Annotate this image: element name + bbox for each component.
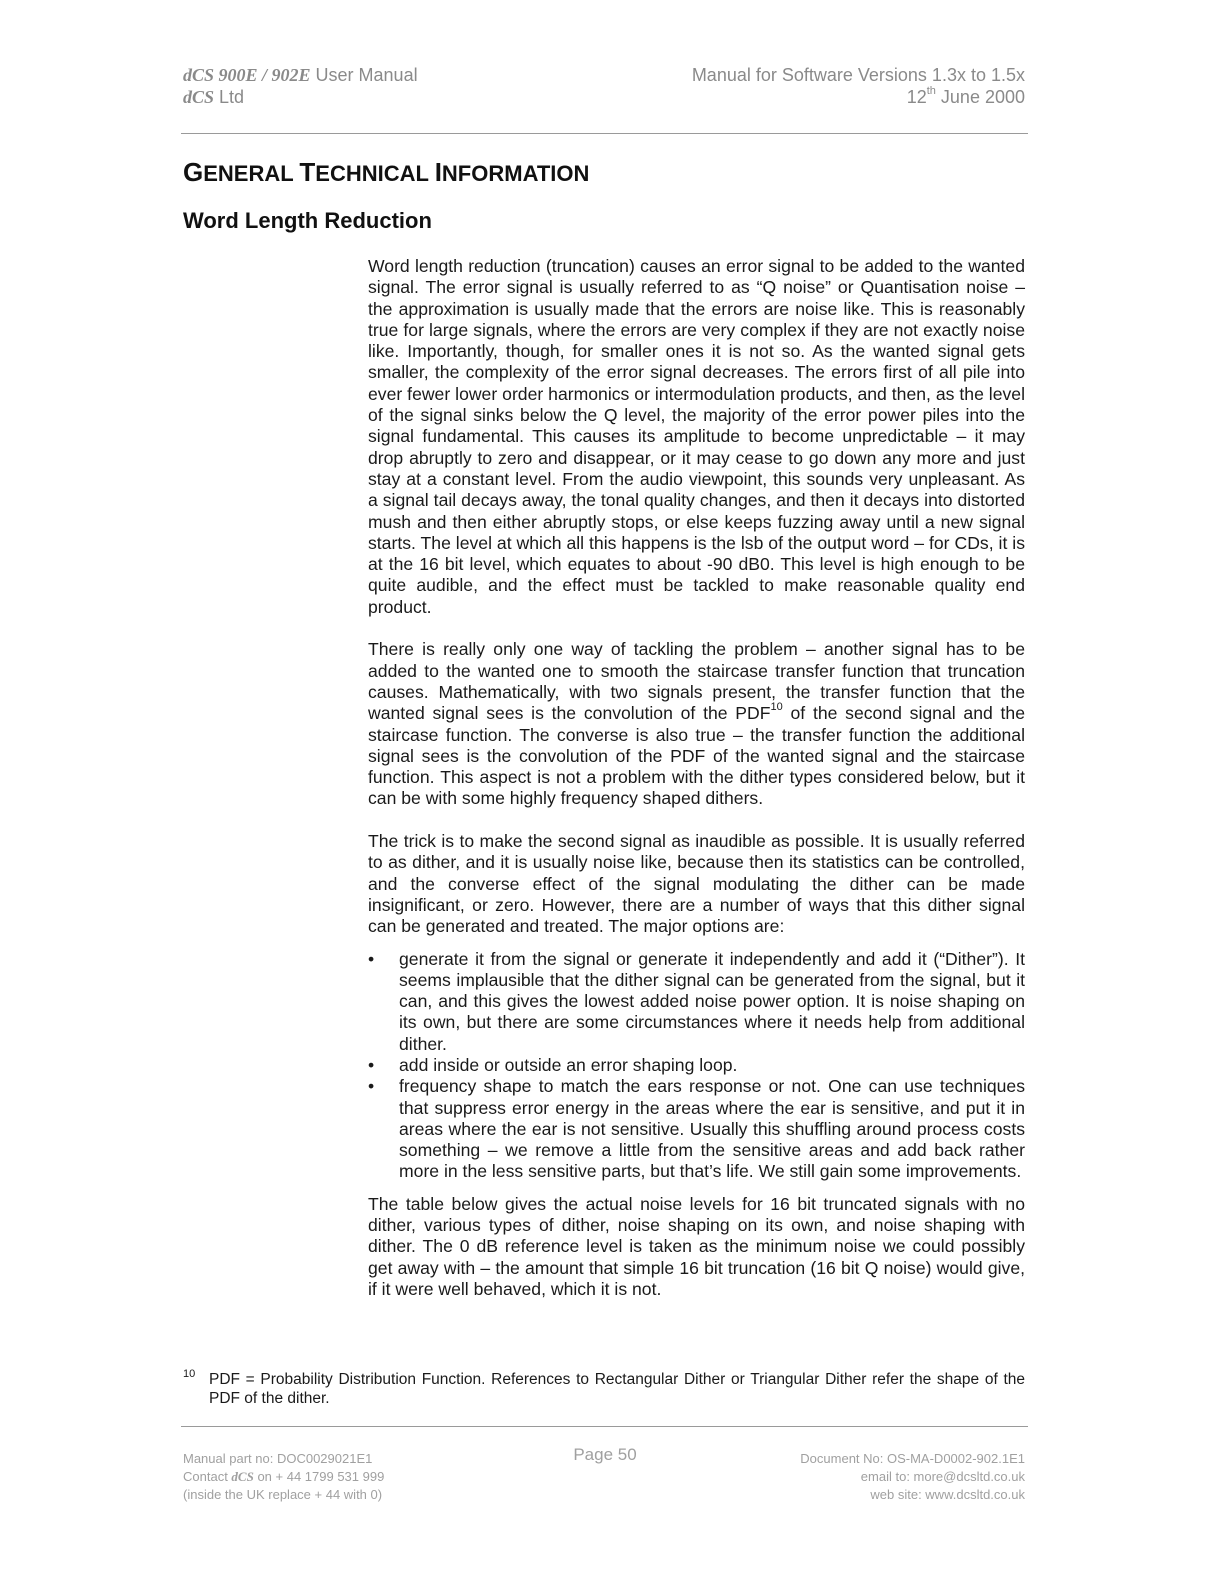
footnote-ref[interactable]: 10	[770, 701, 783, 714]
footer-left	[183, 1450, 384, 1504]
contact-brand: dCS	[231, 1469, 254, 1484]
section-title	[183, 157, 589, 188]
list-item-text: frequency shape to match the ears response or not. One can use techniques that suppress error energy in the areas where the ear is sensitive, and put it in areas where the ear is not sensitive. Usually this shuffling around process costs something – we remove a little from the sensitive areas and add back rather more in the less sensitive parts, but that’s life. We still gain some improvements.	[399, 1076, 1025, 1182]
paragraph-dither-intro	[368, 639, 1025, 809]
bullet: •	[368, 948, 375, 969]
body-text	[368, 256, 1025, 1322]
product-model: dCS 900E / 902E	[183, 65, 311, 85]
footnote-number: 10	[183, 1368, 196, 1380]
uk-dialing-note: (inside the UK replace + 44 with 0)	[183, 1487, 383, 1502]
title-cap-i: I	[434, 157, 442, 187]
company-name	[183, 86, 418, 108]
header-left	[183, 64, 418, 108]
document-number: Document No: OS-MA-D0002-902.1E1	[800, 1451, 1025, 1466]
list-item-text: generate it from the signal or generate it independently and add it (“Dither”). It seems implausible that the dither signal can be generated from the signal, but it can, and this gives the lowest added noise power option. It is noise shaping on its own, but there are some circumstances where it needs help from additional dither.	[399, 948, 1025, 1054]
email-link[interactable]: email to: more@dcsltd.co.uk	[860, 1469, 1025, 1484]
title-word-information: NFORMATION	[441, 161, 590, 186]
list-item	[368, 1076, 1025, 1182]
footer-right	[800, 1450, 1025, 1504]
company-suffix: Ltd	[214, 87, 245, 107]
date-month-year: June 2000	[935, 87, 1025, 107]
options-list	[368, 949, 1025, 1183]
date-ordinal: th	[926, 85, 936, 97]
paragraph-dither-intro-a: There is really only one way of tackling the problem – another signal has to be added to the wanted one to smooth the staircase transfer function that truncation causes. Mathematically, with two signals present, the transfer function that the wanted signal sees is the convolution of the PDF	[368, 639, 1025, 724]
date-day: 12	[906, 87, 927, 107]
part-number: Manual part no: DOC0029021E1	[183, 1451, 373, 1466]
title-word-general: ENERAL	[203, 161, 300, 186]
paragraph-trick: The trick is to make the second signal as inaudible as possible. It is usually referred to as dither, and it is usually noise like, because then its statistics can be controlled, and the converse effect of the signal modulating the dither can be made insignificant, or zero. However, there are a number of ways that this dither signal can be generated and treated. The major options are:	[368, 831, 1025, 937]
footnote	[183, 1370, 1025, 1408]
subsection-title: Word Length Reduction	[183, 208, 432, 233]
footnote-text: PDF = Probability Distribution Function. References to Rectangular Dither or Triangular Dither refer the shape of the PDF of the dither.	[209, 1371, 1025, 1407]
paragraph-dither-intro-b: of the second signal and the staircase function. The converse is also true – the transfer function the additional signal sees is the convolution of the PDF of the wanted signal and the staircase function. This aspect is not a problem with the dither types considered below, but it can be with some highly frequency shaped dithers.	[368, 703, 1025, 809]
list-item	[368, 949, 1025, 1055]
bullet: •	[368, 1054, 375, 1075]
header-right	[692, 64, 1025, 108]
contact-prefix: Contact	[183, 1469, 232, 1484]
contact-phone: on + 44 1799 531 999	[253, 1469, 385, 1484]
bullet: •	[368, 1076, 375, 1097]
header-divider	[181, 133, 1028, 134]
title-word-technical: ECHNICAL	[315, 161, 435, 186]
paragraph-truncation: Word length reduction (truncation) causes an error signal to be added to the wanted signal. The error signal is usually referred to as “Q noise” or Quantisation noise – the approximation is usually made that the errors are noise like. This is reasonably true for large signals, where the errors are very complex if they are not exactly noise like. Importantly, though, for smaller ones it is not so. As the wanted signal gets smaller, the complexity of the error signal decreases. The errors first of all pile into ever fewer lower order harmonics or intermodulation products, and then, as the level of the signal sinks below the Q level, the majority of the error power piles into the signal fundamental. This causes its amplitude to become unpredictable – it may drop abruptly to zero and disappear, or it may cease to go down any more and just stay at a constant level. From the audio viewpoint, this sounds very unpleasant. As a signal tail decays away, the tonal quality changes, and then it decays into distorted mush and then either abruptly stops, or else keeps fuzzing away until a new signal starts. The level at which all this happens is the lsb of the output word – for CDs, it is at the 16 bit level, which equates to about -90 dB0. This level is high enough to be quite audible, and the effect must be tackled to make reasonable quality end product.	[368, 256, 1025, 617]
title-cap-g: G	[183, 157, 204, 187]
software-versions: Manual for Software Versions 1.3x to 1.5x	[691, 65, 1025, 85]
website-link[interactable]: web site: www.dcsltd.co.uk	[870, 1487, 1025, 1502]
contact-line	[183, 1468, 384, 1486]
list-item-text: add inside or outside an error shaping loop.	[399, 1054, 738, 1075]
page-number: Page 50	[573, 1445, 637, 1464]
title-cap-t: T	[299, 157, 316, 187]
company-brand: dCS	[183, 87, 215, 107]
footer-divider	[181, 1426, 1028, 1427]
list-item	[368, 1055, 1025, 1076]
paragraph-table-intro: The table below gives the actual noise levels for 16 bit truncated signals with no dither, various types of dither, noise shaping on its own, and noise shaping with dither. The 0 dB reference level is taken as the minimum noise we could possibly get away with – the amount that simple 16 bit truncation (16 bit Q noise) would give, if it were well behaved, which it is not.	[368, 1193, 1025, 1299]
manual-label: User Manual	[310, 65, 418, 85]
manual-title	[183, 64, 418, 86]
manual-date	[692, 86, 1025, 108]
